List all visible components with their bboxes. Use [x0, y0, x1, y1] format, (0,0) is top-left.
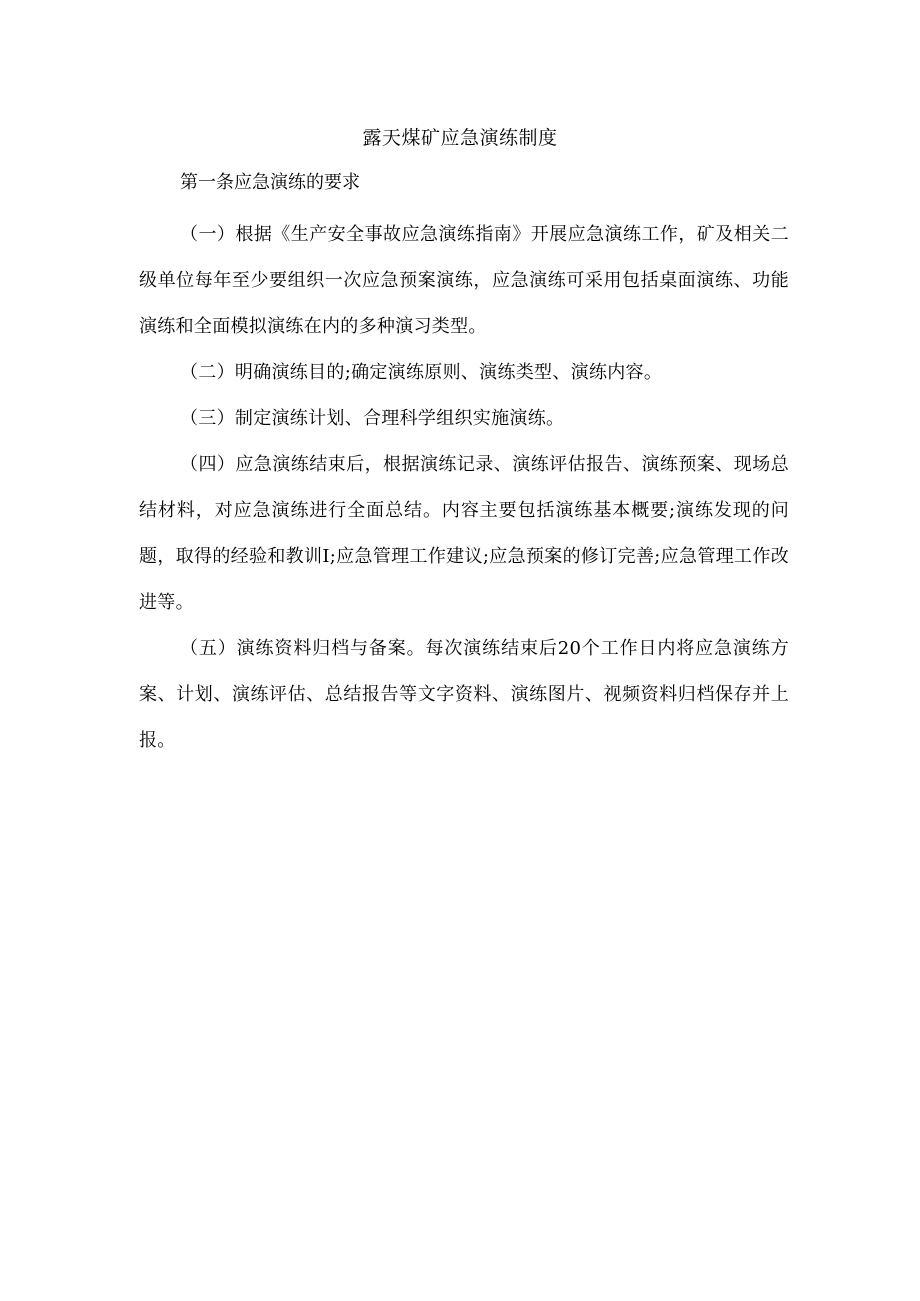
article-heading: 第一条应急演练的要求: [180, 172, 360, 193]
paragraph-1: （一）根据《生产安全事故应急演练指南》开展应急演练工作，矿及相关二级单位每年至少要组织一次应急预案演练，应急演练可采用包括桌面演练、功能演练和全面模拟演练在内的多种演习类型。: [139, 224, 789, 337]
paragraph-5: （五）演练资料归档与备案。每次演练结束后20个工作日内将应急演练方案、计划、演练评估、总结报告等文字资料、演练图片、视频资料归档保存并上报。: [139, 638, 789, 751]
document-body: [139, 168, 789, 764]
paragraph-3: （三）制定演练计划、合理科学组织实施演练。: [180, 408, 565, 429]
paragraph-2: （二）明确演练目的;确定演练原则、演练类型、演练内容。: [180, 362, 663, 383]
paragraph-4: （四）应急演练结束后，根据演练记录、演练评估报告、演练预案、现场总结材料，对应急演练进行全面总结。内容主要包括演练基本概要;演练发现的问题，取得的经验和教训I;应急管理工作建议;应急预案的修订完善;应急管理工作改进等。: [139, 454, 789, 613]
document-title: 露天煤矿应急演练制度: [362, 127, 558, 149]
